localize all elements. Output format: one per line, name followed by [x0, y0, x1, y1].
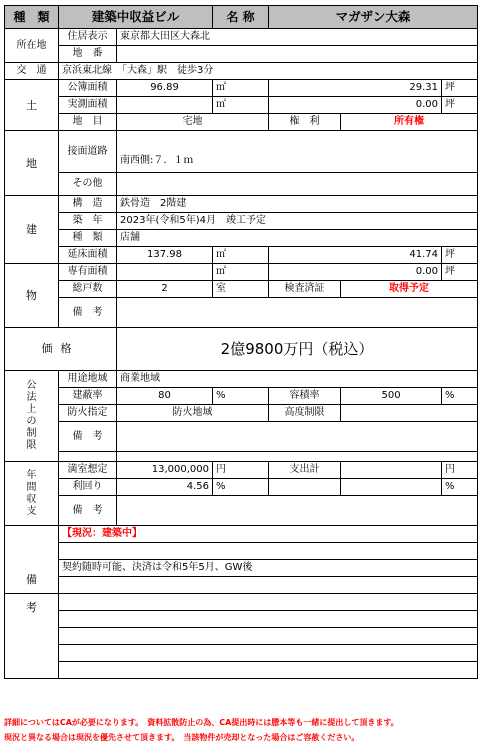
land-label-bottom: 地 — [5, 131, 59, 196]
building-units-row — [5, 281, 478, 298]
remarks-row-2 — [5, 543, 478, 560]
units-value: 2 — [117, 281, 213, 298]
height-label: 高度制限 — [269, 405, 341, 422]
regulations-spacer-row — [5, 452, 478, 462]
kind-label: 種 類 — [59, 230, 117, 247]
remarks-line — [59, 543, 478, 560]
transport-value: 京浜東北線 「大森」駅 徒歩3分 — [59, 63, 478, 80]
inspection-label: 検査済証 — [269, 281, 341, 298]
building-floor-area-row — [5, 247, 478, 264]
sqm-unit: ㎡ — [213, 247, 269, 264]
income-remarks-value — [117, 496, 478, 526]
land-other-row — [5, 173, 478, 196]
inspection-value: 取得予定 — [341, 281, 478, 298]
spacer-cell — [117, 452, 478, 462]
yield-value: 4.56 — [117, 479, 213, 496]
property-table — [4, 5, 478, 679]
remarks-row-8 — [5, 645, 478, 662]
land-road-row — [5, 131, 478, 173]
remarks-line — [59, 645, 478, 662]
remarks-contract: 契約随時可能、決済は令和5年5月、GW後 — [59, 560, 478, 577]
income-remarks-row — [5, 496, 478, 526]
land-actual-area-row — [5, 97, 478, 114]
actual-area-sqm — [117, 97, 213, 114]
structure-label: 構 造 — [59, 196, 117, 213]
coverage-unit: % — [213, 388, 269, 405]
category-value: 宅地 — [117, 114, 269, 131]
full-income-row — [5, 462, 478, 479]
regulations-label — [5, 371, 59, 462]
tsubo-unit: 坪 — [442, 247, 478, 264]
pct-unit: % — [442, 479, 478, 496]
land-label-top: 土 — [5, 80, 59, 131]
floor-area-sqm: 137.98 — [117, 247, 213, 264]
exclusive-area-label: 専有面積 — [59, 264, 117, 281]
remarks-row-3 — [5, 560, 478, 577]
fire-label: 防火指定 — [59, 405, 117, 422]
lot-label: 地 番 — [59, 46, 117, 63]
public-area-sqm: 96.89 — [117, 80, 213, 97]
tsubo-unit: 坪 — [442, 80, 478, 97]
tsubo-unit: 坪 — [442, 264, 478, 281]
price-label: 価格 — [5, 328, 117, 371]
rights-label: 権 利 — [269, 114, 341, 131]
remarks-line — [59, 611, 478, 628]
coverage-value: 80 — [117, 388, 213, 405]
coverage-row — [5, 388, 478, 405]
income-remarks-label: 備 考 — [59, 496, 117, 526]
full-income-value: 13,000,000 — [117, 462, 213, 479]
remarks-line — [59, 662, 478, 679]
yen-unit: 円 — [213, 462, 269, 479]
road-label: 接面道路 — [59, 131, 117, 173]
income-label — [5, 462, 59, 526]
tsubo-unit: 坪 — [442, 97, 478, 114]
far-unit: % — [442, 388, 478, 405]
transport-row — [5, 63, 478, 80]
expense-label: 支出計 — [269, 462, 341, 479]
building-remarks-label: 備 考 — [59, 298, 117, 328]
zoning-label: 用途地域 — [59, 371, 117, 388]
remarks-line — [59, 594, 478, 611]
type-label: 種 類 — [5, 6, 59, 29]
price-row — [5, 328, 478, 371]
price-value: 2億9800万円（税込） — [117, 328, 478, 371]
remarks-row-7 — [5, 628, 478, 645]
remarks-label-top: 備 — [5, 526, 59, 594]
public-area-tsubo: 29.31 — [269, 80, 442, 97]
land-public-area-row — [5, 80, 478, 97]
units-label: 総戸数 — [59, 281, 117, 298]
category-label: 地 目 — [59, 114, 117, 131]
full-income-label: 満室想定 — [59, 462, 117, 479]
kind-value: 店舗 — [117, 230, 478, 247]
empty-cell — [341, 479, 442, 496]
building-remarks-value — [117, 298, 478, 328]
built-value: 2023年(令和5年)4月 竣工予定 — [117, 213, 478, 230]
yen-unit: 円 — [442, 462, 478, 479]
zoning-row — [5, 371, 478, 388]
address-label: 住居表示 — [59, 29, 117, 46]
yield-row — [5, 479, 478, 496]
road-value: 南西側:７．１ｍ — [117, 131, 478, 173]
other-value — [117, 173, 478, 196]
building-built-row — [5, 213, 478, 230]
header-row — [5, 6, 478, 29]
location-row — [5, 29, 478, 46]
empty-cell — [269, 479, 341, 496]
type-value: 建築中収益ビル — [59, 6, 213, 29]
footer-note-ca: 詳細についてはCAが必要になります。 資料拡散防止の為、CA提出時には謄本等も一緒に提出して頂きます。 — [4, 718, 399, 727]
far-value: 500 — [341, 388, 442, 405]
coverage-label: 建蔽率 — [59, 388, 117, 405]
building-label-bottom: 物 — [5, 264, 59, 328]
name-value: マガザン大森 — [269, 6, 478, 29]
public-area-label: 公簿面積 — [59, 80, 117, 97]
actual-area-label: 実測面積 — [59, 97, 117, 114]
name-label: 名 称 — [213, 6, 269, 29]
address-value: 東京都大田区大森北 — [117, 29, 478, 46]
pct-unit: % — [213, 479, 269, 496]
fire-row — [5, 405, 478, 422]
other-label: その他 — [59, 173, 117, 196]
footer-notes — [4, 715, 477, 745]
yield-label: 利回り — [59, 479, 117, 496]
spacer-cell — [59, 452, 117, 462]
building-remarks-row — [5, 298, 478, 328]
building-exclusive-area-row — [5, 264, 478, 281]
structure-value: 鉄骨造 2階建 — [117, 196, 478, 213]
lot-value — [117, 46, 478, 63]
transport-label: 交 通 — [5, 63, 59, 80]
building-label-top: 建 — [5, 196, 59, 264]
footer-note-status: 現況と異なる場合は現況を優先させて頂きます。 当該物件が売却となった場合はご容赦ください。 — [4, 733, 360, 742]
regulations-remarks-row — [5, 422, 478, 452]
location-label: 所在地 — [5, 29, 59, 63]
built-label: 築 年 — [59, 213, 117, 230]
zoning-value: 商業地域 — [117, 371, 478, 388]
remarks-row-6 — [5, 611, 478, 628]
expense-value — [341, 462, 442, 479]
lot-row — [5, 46, 478, 63]
regulations-label-text: 公法上の制限 — [26, 380, 37, 451]
remarks-row-9 — [5, 662, 478, 679]
remarks-line — [59, 577, 478, 594]
units-unit: 室 — [213, 281, 269, 298]
remarks-row-1 — [5, 526, 478, 543]
sqm-unit: ㎡ — [213, 80, 269, 97]
exclusive-area-tsubo: 0.00 — [269, 264, 442, 281]
height-value — [341, 405, 478, 422]
floor-area-tsubo: 41.74 — [269, 247, 442, 264]
sqm-unit: ㎡ — [213, 264, 269, 281]
sqm-unit: ㎡ — [213, 97, 269, 114]
building-structure-row — [5, 196, 478, 213]
remarks-row-5 — [5, 594, 478, 611]
building-kind-row — [5, 230, 478, 247]
land-category-row — [5, 114, 478, 131]
rights-value: 所有権 — [341, 114, 478, 131]
remarks-line — [59, 628, 478, 645]
far-label: 容積率 — [269, 388, 341, 405]
exclusive-area-sqm — [117, 264, 213, 281]
remarks-label-bottom: 考 — [5, 594, 59, 679]
remarks-row-4 — [5, 577, 478, 594]
actual-area-tsubo: 0.00 — [269, 97, 442, 114]
fire-value: 防火地域 — [117, 405, 269, 422]
regulations-remarks-value — [117, 422, 478, 452]
floor-area-label: 延床面積 — [59, 247, 117, 264]
property-sheet — [4, 5, 477, 679]
regulations-remarks-label: 備 考 — [59, 422, 117, 452]
income-label-text: 年間収支 — [26, 469, 37, 517]
remarks-status: 【現況：建築中】 — [59, 526, 478, 543]
